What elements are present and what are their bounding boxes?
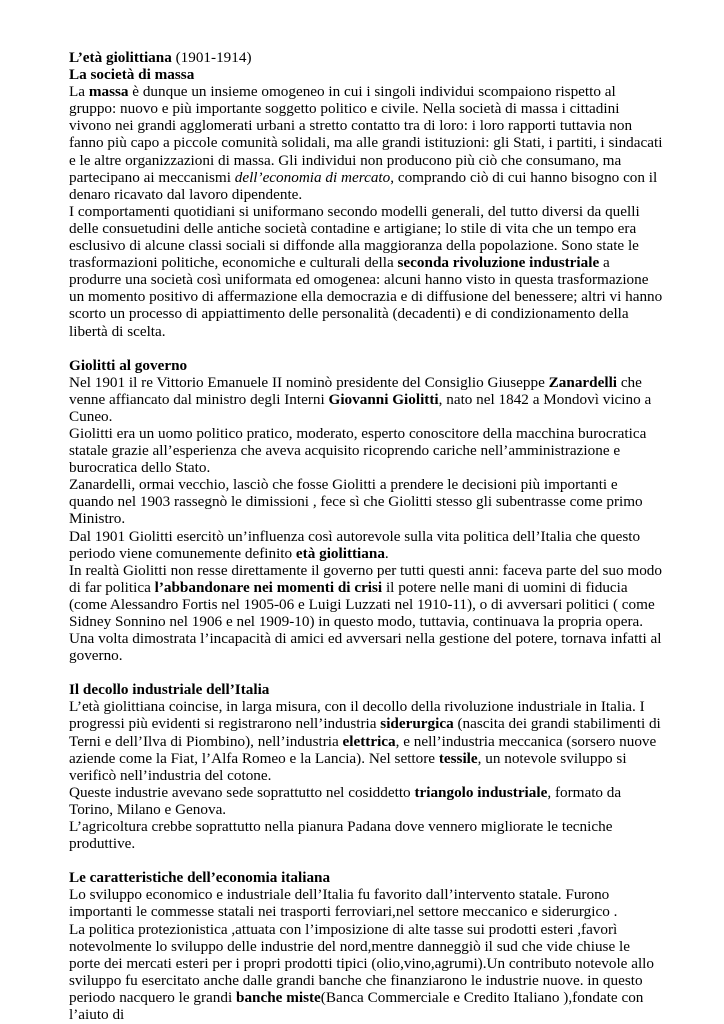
text-run: I comportamenti quotidiani si uniformano secondo modelli generali, del tutto diversi da quelli delle consuetudini delle antiche società contadine e artigiane; lo stile di vita che un tempo era esclusivo di alcune classi sociali si diffonde alla maggioranza della popolazione. Sono state le trasformazioni politiche, economiche e culturali della [69, 202, 640, 272]
section-heading-text: Il decollo industriale dell’Italia [69, 681, 270, 699]
text-run: Queste industrie avevano sede soprattutto nel cosiddetto [69, 783, 415, 801]
text-run: (Banca Commerciale e Credito Italiano ),fondate con l’aiuto di [69, 988, 644, 1023]
text-run: In realtà Giolitti non resse direttamente il governo per tutti questi anni: faceva parte del suo modo di far politica [69, 561, 662, 596]
text-run: , formato da Torino, Milano e Genova. [69, 783, 622, 818]
text-run: , nato nel 1842 a Mondovì vicino a Cuneo. [69, 390, 652, 425]
italic-text: dell’economia di mercato [234, 168, 391, 186]
section-heading-text: Giolitti al governo [69, 356, 188, 374]
section-heading-text: La società di massa [69, 66, 195, 84]
text-run: (nascita dei grandi stabilimenti di Terni e dell’Ilva di Piombino), nell’industria [69, 715, 661, 750]
text-run: . [384, 544, 389, 562]
document-title [69, 49, 664, 66]
text-run: Lo sviluppo economico e industriale dell’Italia fu favorito dall’intervento statale. Furono importanti le commesse statali nei trasporti ferroviari,nel settore meccanico e siderurgico . [69, 886, 618, 921]
bold-text: triangolo industriale [414, 783, 548, 801]
text-run: L’agricoltura crebbe soprattutto nella pianura Padana dove vennero migliorate le tecniche produttive. [69, 818, 613, 853]
text-run: , comprando ciò di cui hanno bisogno con il denaro ricavato dal lavoro dipendente. [69, 168, 658, 203]
paragraph [69, 921, 664, 1024]
title-dates: (1901-1914) [171, 49, 252, 66]
paragraph [69, 818, 664, 852]
section-heading-text: Le caratteristiche dell’economia italiana [69, 869, 331, 887]
text-run: è dunque un insieme omogeneo in cui i singoli individui scompaiono rispetto al gruppo: nuovo e più importante soggetto politico e civile. Nella società di massa i cittadini vivono nei grandi agglomerati urbani a stretto contatto tra di loro: i loro rapporti tuttavia non fanno più capo a piccole comunità solidali, ma alle grandi istituzioni: gli Stati, i partiti, i sindacati e le altre organizzazioni di massa. Gli individui non producono più ciò che consumano, ma partecipano ai meccanismi [69, 83, 663, 186]
text-run: Zanardelli, ormai vecchio, lasciò che fosse Giolitti a prendere le decisioni più importanti e quando nel 1903 rassegnò le dimissioni , fece sì che Giolitti stesso gli subentrasse come primo Ministro. [69, 476, 643, 528]
section-spacer [69, 852, 664, 869]
paragraph [69, 83, 664, 203]
document-body [69, 49, 664, 1023]
text-run: Nel 1901 il re Vittorio Emanuele II nominò presidente del Consiglio Giuseppe [69, 373, 549, 391]
bold-text: Zanardelli [548, 373, 618, 391]
text-run: a produrre una società così uniformata ed omogenea: alcuni hanno visto in questa trasformazione un momento positivo di affermazione ella democrazia e di diffusione del benessere; altri vi hanno scorto un processo di appiattimento delle personalità (decadenti) e di condizionamento della libertà di scelta. [69, 254, 663, 340]
section-spacer [69, 340, 664, 357]
section-heading [69, 357, 664, 374]
paragraph [69, 886, 664, 920]
section-spacer [69, 664, 664, 681]
sections-container [69, 66, 664, 1023]
paragraph [69, 784, 664, 818]
text-run: Dal 1901 Giolitti esercitò un’influenza così autorevole sulla vita politica dell’Italia che questo periodo viene comunemente definito [69, 527, 641, 562]
paragraph [69, 698, 664, 783]
bold-text: siderurgica [380, 715, 454, 733]
bold-text: tessile [438, 749, 478, 767]
bold-text: massa [88, 83, 129, 101]
text-run: La politica protezionistica ,attuata con l’imposizione di alte tasse sui prodotti esteri ,favorì notevolmente lo sviluppo delle industrie del nord,mentre danneggiò il sud che vide chiuse le porte dei mercati esteri per i propri prodotti tipici (olio,vino,agrumi).Un contributo notevole allo sviluppo fu esercitato anche dalle grandi banche che finanziarono le industrie nuove. in questo periodo nacquero le grandi [69, 920, 654, 1006]
bold-text: Giovanni Giolitti [328, 390, 439, 408]
text-run: , e nell’industria meccanica (sorsero nuove aziende come la Fiat, l’Alfa Romeo e la Lancia). Nel settore [69, 732, 657, 767]
bold-text: seconda rivoluzione industriale [397, 254, 600, 272]
text-run: Giolitti era un uomo politico pratico, moderato, esperto conoscitore della macchina burocratica statale grazie all’esperienza che aveva acquisito ricoprendo cariche nell’amministrazione e burocratica dello Stato. [69, 424, 647, 477]
bold-text: età giolittiana [295, 544, 385, 562]
paragraph [69, 528, 664, 562]
text-run: L’età giolittiana coincise, in larga misura, con il decollo della rivoluzione industriale in Italia. I progressi più evidenti si registrarono nell’industria [69, 698, 645, 733]
text-run: La [69, 83, 89, 101]
text-run: , un notevole sviluppo si verificò nell’industria del cotone. [69, 749, 627, 784]
bold-text: elettrica [342, 732, 396, 750]
paragraph [69, 476, 664, 527]
paragraph [69, 203, 664, 340]
paragraph [69, 374, 664, 425]
paragraph [69, 425, 664, 476]
text-run: il potere nelle mani di uomini di fiducia (come Alessandro Fortis nel 1905-06 e Luigi Luzzati nel 1910-11), o di avversari politici ( come Sidney Sonnino nel 1906 e nel 1909-10) in questo modo, tuttavia, continuava la propria opera. Una volta dimostrata l’incapacità di amici ed avversari nella gestione del potere, tornava infatti al governo. [69, 578, 662, 665]
bold-text: l’abbandonare nei momenti di crisi [154, 578, 383, 596]
section-heading [69, 681, 664, 698]
title-bold: L’età giolittiana [69, 49, 172, 66]
paragraph [69, 562, 664, 665]
text-run: che venne affiancato dal ministro degli Interni [69, 373, 642, 408]
bold-text: banche miste [236, 988, 321, 1006]
section-heading [69, 66, 664, 83]
section-heading [69, 869, 664, 886]
